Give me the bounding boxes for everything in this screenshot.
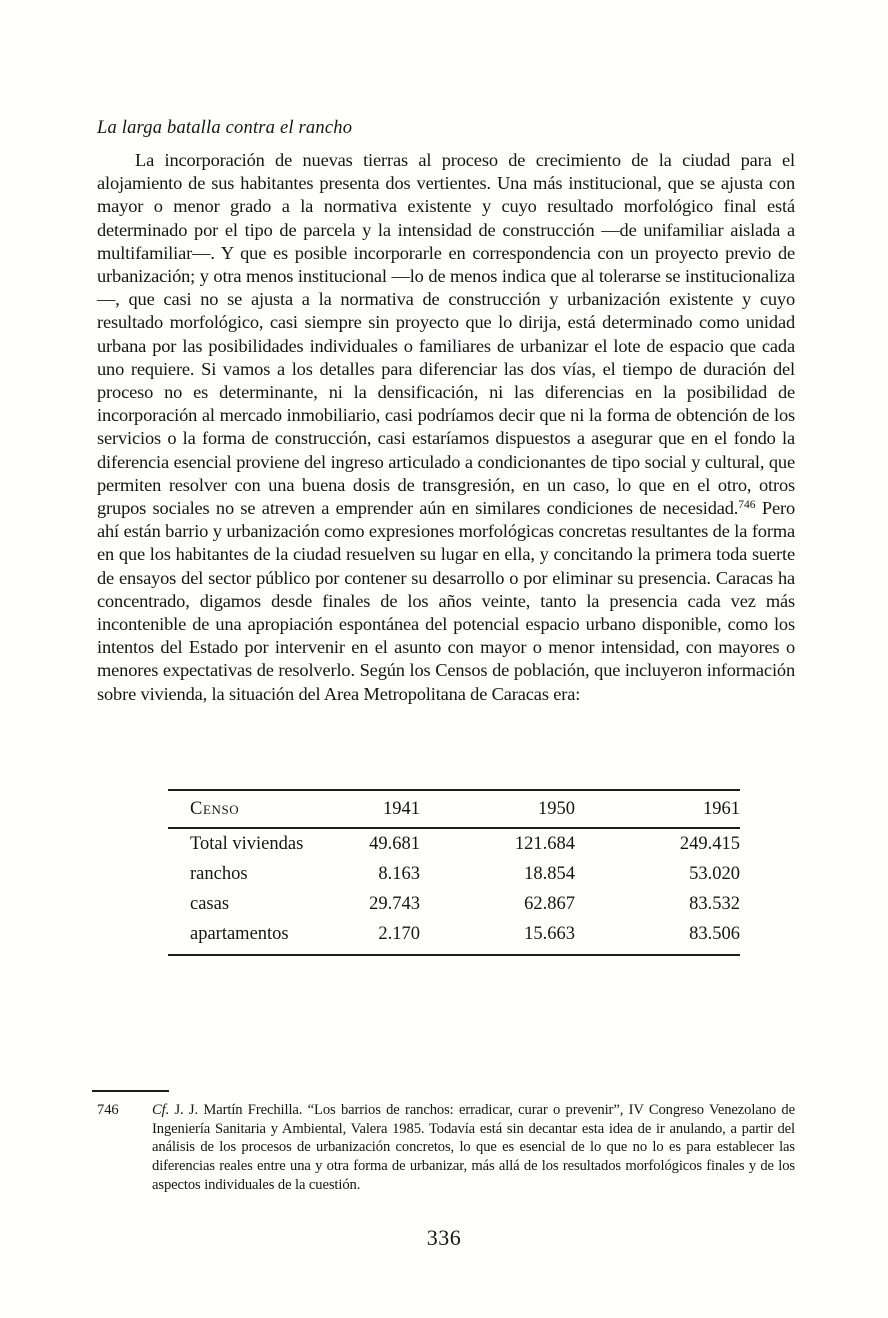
footnote-reference: 746 <box>738 499 756 512</box>
cell-1950: 121.684 <box>514 833 575 854</box>
cell-1961: 83.506 <box>689 923 740 944</box>
table-row <box>168 829 740 859</box>
table-header-1961: 1961 <box>703 798 740 819</box>
cell-1941: 49.681 <box>369 833 420 854</box>
section-title: La larga batalla contra el rancho <box>97 118 353 138</box>
table-row <box>168 889 740 919</box>
row-label: apartamentos <box>190 923 289 944</box>
cell-1950: 15.663 <box>524 923 575 944</box>
cell-1941: 29.743 <box>369 893 420 914</box>
cell-1941: 8.163 <box>378 863 420 884</box>
cell-1961: 249.415 <box>679 833 740 854</box>
table-header-1941: 1941 <box>383 798 420 819</box>
footnote-number: 746 <box>97 1102 119 1118</box>
cell-1961: 83.532 <box>689 893 740 914</box>
table-header-censo: Censo <box>190 798 240 819</box>
cell-1941: 2.170 <box>378 923 420 944</box>
table-header-row <box>168 791 740 829</box>
cell-1961: 53.020 <box>689 863 740 884</box>
table-header-1950: 1950 <box>538 798 575 819</box>
paragraph-text-after-ref: Pero ahí están barrio y urbanización como expresiones morfológicas concretas resultantes de la forma en que los habitantes de la ciudad resuelven su lugar en ella, y concitando la primera toda suerte de ensayos del sector público por contener su desarrollo o por eliminar su presencia. Caracas ha concentrado, digamos desde finales de los años veinte, tanto la presencia cada vez más incontenible de una apropiación espontánea del potencial espacio urbano disponible, como los intentos del Estado por intervenir en el asunto con mayor o menor intensidad, con mayores o menores expectativas de resolverlo. Según los Censos de población, que incluyeron información sobre vivienda, la situación del Area Metropolitana de Caracas era: <box>97 498 795 704</box>
table-row <box>168 859 740 889</box>
row-label: ranchos <box>190 863 248 884</box>
footnote-divider <box>92 1090 169 1092</box>
census-table <box>168 789 740 956</box>
cell-1950: 18.854 <box>524 863 575 884</box>
table-row <box>168 919 740 949</box>
footnote-cf-label: Cf. <box>152 1102 170 1118</box>
paragraph-text-before-ref: La incorporación de nuevas tierras al proceso de crecimiento de la ciudad para el alojamiento de sus habitantes presenta dos vertientes. Una más institucional, que se ajusta con mayor o menor grado a la normativa existente y cuyo resultado morfológico final está determinado por el tipo de parcela y la intensidad de construcción —de unifamiliar aislada a multifamiliar—. Y que es posible incorporarle en correspondencia con un proyecto previo de urbanización; y otra menos institucional —lo de menos indica que al tolerarse se institucionaliza—, que casi no se ajusta a la normativa de construcción y urbanización existente y cuyo resultado morfológico, casi siempre sin proyecto que lo dirija, está determinado como unidad urbana por las posibilidades individuales o familiares de urbanizar el lote de espacio que cada uno requiere. Si vamos a los detalles para diferenciar las dos vías, el tiempo de duración del proceso no es determinante, ni la densificación, ni las diferencias en la posibilidad de incorporación al mercado inmobiliario, casi podríamos decir que ni la forma de obtención de los servicios o la forma de construcción, casi estaríamos dispuestos a asegurar que en el fondo la diferencia esencial proviene del ingreso articulado a condicionantes de tipo social y cultural, que permiten resolver con una buena dosis de transgresión, en un caso, lo que en el otro, otros grupos sociales no se atreven a emprender aún en similares condiciones de necesidad. <box>97 150 795 519</box>
page-number: 336 <box>426 1225 462 1250</box>
footnote <box>97 1101 795 1195</box>
body-paragraph <box>97 149 795 706</box>
footnote-citation: J. J. Martín Frechilla. “Los barrios de ranchos: erradicar, curar o prevenir”, IV Congreso Venezolano de Ingeniería Sanitaria y Ambiental, Valera 1985. Todavía está sin decantar esta idea de ir anulando, a partir del análisis de los procesos de urbanización concretos, lo que es esencial de lo que no lo es para establecer las diferencias reales entre una y otra forma de urbanizar, más allá de los resultados morfológicos finales y de los aspectos individuales de la cuestión. <box>152 1102 795 1193</box>
row-label: Total viviendas <box>190 833 304 854</box>
cell-1950: 62.867 <box>524 893 575 914</box>
footnote-text <box>152 1101 795 1195</box>
row-label: casas <box>190 893 230 914</box>
